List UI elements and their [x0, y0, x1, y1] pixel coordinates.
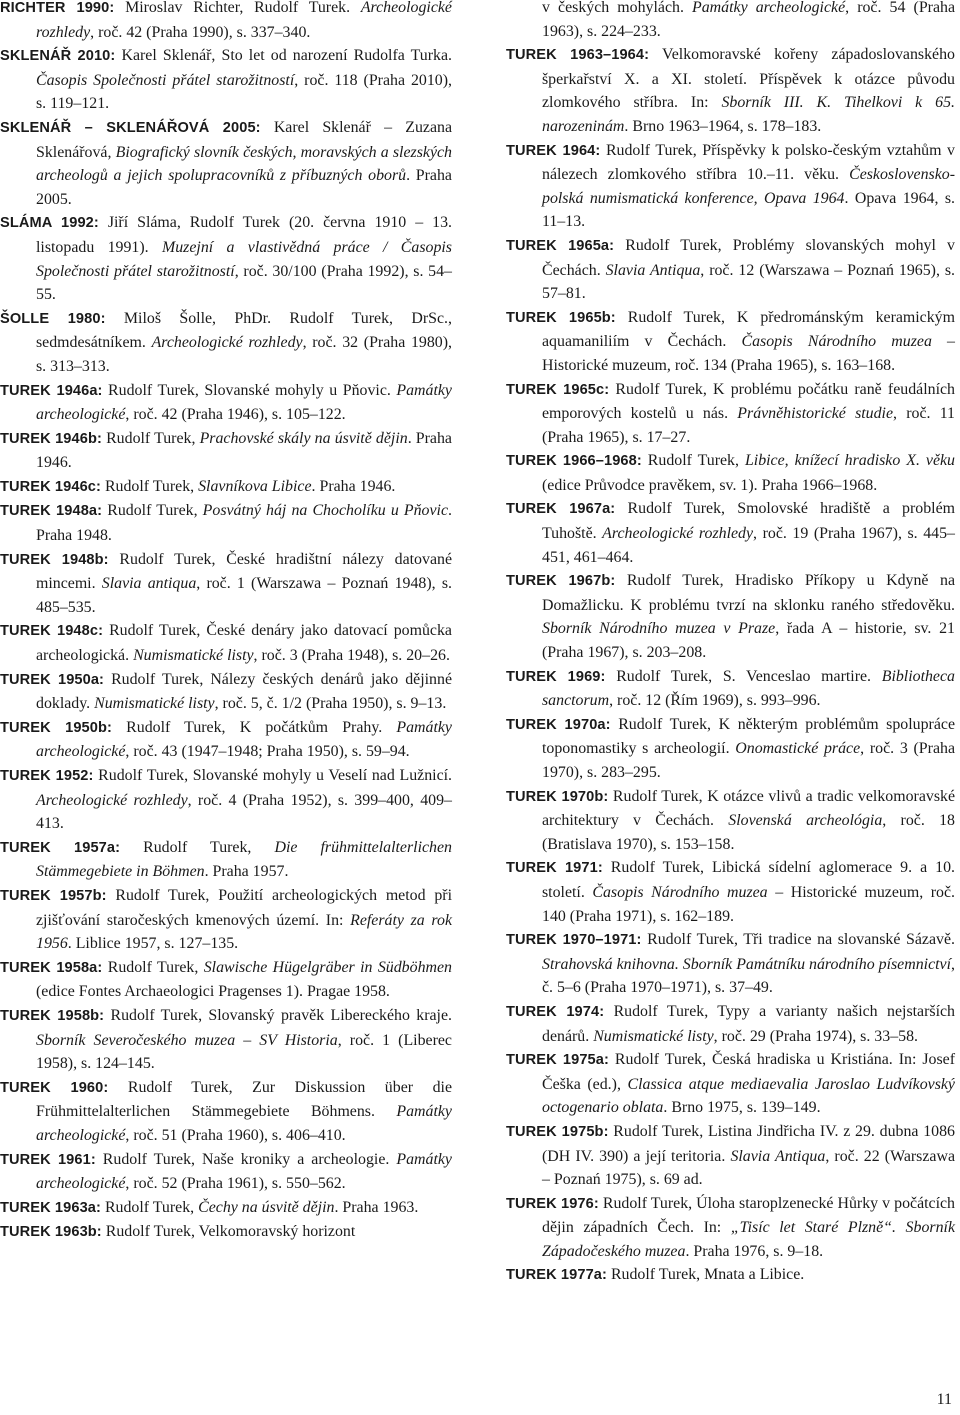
citation-title: Bibliotheca sanctorum [542, 667, 955, 710]
citation-title: Onomastické práce [735, 740, 861, 758]
citation-text: Karel Sklenář, Sto let od narození Rudolfa Turka. [115, 47, 452, 65]
citation-text: Rudolf Turek, K některým problémům spolupráce toponomastiky s archeologií. [542, 715, 955, 758]
citation-title: Slawische Hügelgräber in Südböhmen [203, 958, 452, 976]
citation-key: TUREK 1957a: [0, 839, 121, 856]
citation-key: TUREK 1975a: [506, 1052, 609, 1069]
bibliography-entry [0, 1148, 452, 1196]
bibliography-entry [0, 956, 452, 1004]
citation-key: SLÁMA 1992: [0, 215, 99, 232]
citation-text: Rudolf Turek, Typy a varianty našich nejstarších denárů. [542, 1002, 955, 1045]
citation-key: TUREK 1946b: [0, 430, 102, 447]
citation-text: v českých mohylách. [542, 0, 693, 16]
citation-text: Rudolf Turek, K počátkům Prahy. [111, 718, 397, 736]
citation-title: „Tisíc let Staré Plzně“. Sborník Západočeského muzea [542, 1219, 955, 1260]
citation-title: Numismatické listy [133, 647, 254, 665]
citation-title: Biografický slovník českých, moravských a slezských archeologů a jejich spolupracovníků z příbuzných oborů [36, 143, 452, 185]
citation-text: Rudolf Turek, Velkomoravský horizont [101, 1223, 356, 1241]
citation-title: Numismatické listy [94, 695, 215, 713]
bibliography-entry [0, 1004, 452, 1076]
citation-text: Rudolf Turek, Libická sídelní aglomerace 9. a 10. století. [542, 859, 955, 901]
citation-text: Rudolf Turek, K předrománským keramickým aquamaniliím v Čechách. [542, 308, 955, 351]
citation-text: , roč. 51 (Praha 1960), s. 406–410. [125, 1126, 346, 1144]
bibliography-entry [0, 1196, 452, 1221]
citation-text: Rudolf Turek, [102, 958, 204, 976]
citation-title: Die frühmittelalterlichen Stämmegebiete in Böhmen [36, 838, 452, 881]
citation-title: Libice, knížecí hradisko X. věku [744, 452, 955, 470]
citation-text: Miroslav Richter, Rudolf Turek. [114, 0, 361, 16]
citation-text: Rudolf Turek, Úloha staroplzenecké Hůrky v počátcích dějin západních Čech. In: [542, 1194, 956, 1237]
citation-text: Rudolf Turek, Nálezy českých denárů jako dějinné doklady. [36, 670, 452, 713]
bibliography-entry [0, 764, 452, 836]
bibliography-entry [0, 44, 452, 116]
bibliography-entry [506, 1120, 955, 1192]
bibliography-entry [506, 785, 955, 857]
citation-key: TUREK 1957b: [0, 887, 107, 904]
citation-text: . Praha 1946. [36, 429, 452, 472]
bibliography-entry [506, 713, 955, 785]
citation-text: . Praha 1946. [311, 477, 396, 495]
citation-text: Rudolf Turek, Slovanský pravěk Libereckého kraje. [104, 1006, 452, 1024]
citation-text: . Brno 1975, s. 139–149. [663, 1099, 821, 1117]
citation-key: TUREK 1970b: [506, 788, 609, 805]
bibliography-entry [506, 1000, 955, 1048]
citation-key: RICHTER 1990: [0, 0, 115, 16]
bibliography-entry [0, 884, 452, 956]
citation-key: TUREK 1948a: [0, 503, 103, 520]
citation-text: , roč. 18 (Bratislava 1970), s. 153–158. [542, 812, 955, 853]
citation-text: , roč. 54 (Praha 1963), s. 224–233. [542, 0, 955, 40]
citation-text: Velkomoravské kořeny západoslovanského šperkařství X. a XI. století. Příspěvek k otázce původu zlomkového stříbra. In: [542, 46, 955, 112]
citation-text: Karel Sklenář – Zuzana Sklenářová, [36, 118, 452, 161]
citation-key: TUREK 1970–1971: [506, 932, 642, 949]
bibliography-entry [506, 665, 955, 713]
citation-key: TUREK 1965b: [506, 309, 616, 326]
citation-title: Slavia antiqua [101, 575, 197, 593]
citation-text: – Historické muzeum, roč. 134 (Praha 1965), s. 163–168. [542, 333, 955, 374]
citation-text: Rudolf Turek, K problému počátku raně feudálních emporových kostelů u nás. [542, 380, 955, 423]
citation-text: Rudolf Turek, Mnata a Libice. [606, 1266, 805, 1284]
citation-text: . Praha 1957. [204, 863, 289, 881]
citation-text: – Historické muzeum, roč. 140 (Praha 1971), s. 162–189. [542, 883, 956, 925]
citation-text: Rudolf Turek, České hradištní nálezy datované mincemi. [36, 550, 452, 593]
citation-key: TUREK 1971: [506, 860, 603, 877]
citation-text: , roč. 12 (Warszawa – Poznań 1965), s. 57–81. [542, 261, 955, 303]
bibliography-entry [506, 43, 955, 138]
citation-title: Časopis Společnosti přátel starožitností [36, 71, 295, 89]
citation-text: Rudolf Turek, [641, 452, 745, 470]
citation-title: Památky archeologické [36, 1150, 452, 1193]
citation-text: . Praha 2005. [36, 167, 452, 208]
citation-key: TUREK 1958a: [0, 959, 103, 976]
citation-key: TUREK 1967b: [506, 573, 616, 590]
citation-text: (edice Fontes Archaeologici Pragenses 1). Pragae 1958. [36, 983, 390, 1001]
bibliography-entry [506, 1192, 955, 1264]
citation-text: , roč. 5, č. 1/2 (Praha 1950), s. 9–13. [214, 695, 447, 713]
citation-title: Československo-polská numismatická konference, Opava 1964 [542, 166, 955, 207]
bibliography-entry [506, 449, 955, 497]
bibliography-entry [0, 379, 452, 427]
citation-text: , řada A – historie, sv. 21 (Praha 1967), s. 203–208. [542, 620, 955, 662]
bibliography-entry [0, 211, 452, 306]
citation-key: TUREK 1946a: [0, 382, 103, 399]
bibliography-entry [0, 475, 452, 500]
bibliography-entry [0, 1076, 452, 1148]
citation-key: TUREK 1970a: [506, 716, 611, 733]
citation-title: Slovenská archeológia [728, 812, 883, 830]
citation-text: , roč. 1 (Warszawa – Poznań 1948), s. 485–535. [36, 575, 452, 616]
citation-text: , roč. 12 (Řím 1969), s. 993–996. [609, 692, 821, 710]
citation-text: Rudolf Turek, České denáry jako datovací pomůcka archeologická. [36, 622, 452, 665]
bibliography-entry [0, 116, 452, 211]
citation-text: Rudolf Turek, Příspěvky k polsko-českým vztahům v nálezech zlomkového stříbra 10.–11. věku. [542, 141, 955, 184]
citation-text: (edice Průvodce pravěkem, sv. 1). Praha 1966–1968. [542, 476, 878, 494]
citation-key: TUREK 1963–1964: [506, 47, 650, 64]
citation-key: TUREK 1964: [506, 142, 601, 159]
citation-key: SKLENÁŘ – SKLENÁŘOVÁ 2005: [0, 119, 261, 136]
citation-text: , roč. 42 (Praha 1946), s. 105–122. [125, 406, 346, 424]
citation-text: Rudolf Turek, [120, 838, 275, 856]
bibliography-entry [506, 234, 955, 306]
citation-title: Památky archeologické [36, 381, 452, 424]
citation-text: . Brno 1963–1964, s. 178–183. [624, 117, 822, 135]
citation-title: Referáty za rok 1956 [36, 911, 452, 953]
citation-key: TUREK 1977a: [506, 1267, 607, 1284]
citation-title: Právněhistorické studie [737, 405, 894, 423]
citation-text: Jiří Sláma, Rudolf Turek (20. června 1910 – 13. listopadu 1991). [36, 214, 453, 256]
citation-key: TUREK 1969: [506, 668, 606, 685]
citation-text: Rudolf Turek, Problémy slovanských mohyl v Čechách. [542, 236, 955, 279]
bibliography-entry [506, 856, 955, 928]
citation-title: Památky archeologické [692, 0, 846, 16]
bibliography-entry [506, 569, 955, 664]
citation-title: Archeologické rozhledy [36, 0, 452, 41]
citation-key: TUREK 1963b: [0, 1224, 102, 1241]
citation-text: Rudolf Turek, K otázce vlivů a tradic velkomoravské architektury v Čechách. [542, 787, 955, 830]
citation-title: Sborník Severočeského muzea – SV Historia [36, 1031, 338, 1049]
citation-key: TUREK 1961: [0, 1151, 96, 1168]
bibliography-entry [506, 306, 955, 378]
citation-title: Slavníkova Libice [198, 477, 312, 495]
bibliography-entry [0, 1220, 452, 1245]
citation-title: Muzejní a vlastivědná práce / Časopis Společnosti přátel starožitností [36, 238, 452, 280]
citation-text: , č. 5–6 (Praha 1970–1971), s. 37–49. [542, 955, 955, 997]
bibliography-entry [0, 499, 452, 547]
citation-key: TUREK 1965a: [506, 237, 615, 254]
citation-key: TUREK 1958b: [0, 1007, 105, 1024]
page-number: 11 [936, 1391, 952, 1408]
citation-title: Archeologické rozhledy [602, 525, 754, 543]
citation-key: ŠOLLE 1980: [0, 310, 106, 327]
citation-key: TUREK 1946c: [0, 478, 101, 495]
citation-key: TUREK 1963a: [0, 1199, 101, 1216]
citation-title: Slavia Antiqua [605, 261, 701, 279]
bibliography-entry [506, 139, 955, 234]
bibliography-entry [0, 307, 452, 379]
citation-text: Rudolf Turek, Česká hradiska u Kristiána. In: Josef Češka (ed.), [542, 1051, 955, 1093]
bibliography-entry [506, 497, 955, 569]
bibliography-entry [0, 0, 452, 44]
citation-text: , roč. 118 (Praha 2010), s. 119–121. [36, 71, 452, 113]
citation-title: Památky archeologické [36, 1103, 452, 1144]
citation-key: TUREK 1952: [0, 768, 94, 784]
citation-text: . Opava 1964, s. 11–13. [542, 189, 955, 231]
citation-text: , roč. 29 (Praha 1974), s. 33–58. [713, 1027, 919, 1045]
citation-text: . Liblice 1957, s. 127–135. [67, 935, 239, 953]
citation-text: Rudolf Turek, Listina Jindřicha IV. z 29. dubna 1086 (DH IV. 390) a její teritoria. [542, 1122, 955, 1165]
citation-text: , roč. 1 (Liberec 1958), s. 124–145. [36, 1031, 452, 1073]
citation-title: Slavia Antiqua [730, 1147, 826, 1165]
bibliography-entry [0, 668, 452, 716]
citation-key: TUREK 1975b: [506, 1123, 609, 1140]
citation-text: Rudolf Turek, Smolovské hradiště a problém Tuhoště. [542, 500, 955, 543]
bibliography-right-column [506, 0, 955, 1288]
bibliography-entry [506, 378, 955, 450]
citation-text: , roč. 30/100 (Praha 1992), s. 54–55. [36, 262, 452, 304]
citation-text: . Praha 1948. [36, 502, 452, 545]
citation-key: TUREK 1948c: [0, 623, 104, 640]
citation-text: Rudolf Turek, [100, 1198, 199, 1216]
citation-text: , roč. 52 (Praha 1961), s. 550–562. [125, 1175, 346, 1193]
citation-text: , roč. 3 (Praha 1970), s. 283–295. [542, 740, 955, 781]
citation-key: TUREK 1948b: [0, 551, 109, 568]
citation-text: Rudolf Turek, [102, 502, 203, 520]
citation-text: , roč. 42 (Praha 1990), s. 337–340. [90, 23, 311, 41]
citation-text: Rudolf Turek, Použití archeologických metod při zjišťování staročeských kmenových území. In: [36, 886, 452, 929]
citation-text: , roč. 19 (Praha 1967), s. 445–451, 461–464. [542, 525, 955, 566]
bibliography-entry [506, 1263, 955, 1288]
citation-text: , roč. 43 (1947–1948; Praha 1950), s. 59–94. [125, 743, 410, 761]
citation-title: Prachovské skály na úsvitě dějin [199, 429, 408, 447]
bibliography-entry [0, 619, 452, 667]
citation-title: Sborník Národního muzea v Praze [542, 620, 776, 638]
citation-key: TUREK 1974: [506, 1003, 605, 1020]
bibliography-entry [506, 0, 955, 43]
citation-text: , roč. 4 (Praha 1952), s. 399–400, 409–413. [36, 791, 452, 833]
citation-text: , roč. 22 (Warszawa – Poznań 1975), s. 69 ad. [542, 1147, 955, 1189]
citation-title: Classica atque mediaevalia Jaroslao Ludvíkovský octogenario oblata [542, 1075, 955, 1117]
citation-title: Posvátný háj na Chocholíku u Pňovic [202, 502, 449, 520]
citation-key: TUREK 1950a: [0, 671, 105, 688]
citation-text: Rudolf Turek, Slovanské mohyly u Pňovic. [102, 381, 397, 399]
bibliography-entry [0, 548, 452, 620]
citation-key: TUREK 1967a: [506, 501, 616, 518]
citation-title: Sborník III. K. Tihelkovi k 65. narozeninám [542, 94, 955, 135]
citation-title: Časopis Národního muzea [741, 333, 932, 351]
citation-key: TUREK 1950b: [0, 719, 112, 736]
citation-title: Strahovská knihovna. Sborník Památníku národního písemnictví [542, 955, 952, 973]
citation-title: Památky archeologické [36, 718, 452, 761]
citation-title: Čechy na úsvitě dějin [198, 1198, 335, 1216]
citation-title: Archeologické rozhledy [36, 791, 188, 809]
citation-title: Numismatické listy [593, 1027, 714, 1045]
citation-title: Archeologické rozhledy [151, 334, 303, 352]
citation-text: , roč. 32 (Praha 1980), s. 313–313. [36, 334, 452, 375]
citation-text: Rudolf Turek, [100, 477, 199, 495]
citation-text: . Praha 1963. [334, 1198, 419, 1216]
citation-text: Rudolf Turek, Tři tradice na slovanské Sázavě. [641, 931, 956, 949]
citation-key: TUREK 1966–1968: [506, 453, 642, 470]
citation-key: TUREK 1960: [0, 1079, 109, 1096]
bibliography-entry [0, 427, 452, 475]
citation-key: TUREK 1965c: [506, 381, 610, 398]
bibliography-left-column [0, 0, 452, 1245]
bibliography-entry [0, 836, 452, 884]
bibliography-entry [0, 716, 452, 764]
citation-text: Rudolf Turek, [101, 429, 200, 447]
bibliography-entry [506, 1048, 955, 1120]
bibliography-entry [506, 928, 955, 1000]
citation-key: TUREK 1976: [506, 1195, 599, 1212]
citation-text: Rudolf Turek, Zur Diskussion über die Frühmittelalterlichen Stämmegebiete Böhmens. [36, 1078, 452, 1121]
citation-text: Miloš Šolle, PhDr. Rudolf Turek, DrSc., sedmdesátníkem. [36, 309, 452, 352]
citation-text: Rudolf Turek, Hradisko Příkopy u Kdyně na Domažlicku. K problému tvrzí na sklonku raného středověku. [542, 572, 955, 614]
citation-text: Rudolf Turek, Slovanské mohyly u Veselí nad Lužnicí. [93, 767, 453, 784]
citation-text: Rudolf Turek, S. Venceslao martire. [605, 667, 882, 685]
citation-key: SKLENÁŘ 2010: [0, 48, 116, 65]
citation-text: . Praha 1976, s. 9–18. [685, 1242, 824, 1260]
citation-text: Rudolf Turek, Naše kroniky a archeologie. [95, 1150, 397, 1168]
citation-text: , roč. 3 (Praha 1948), s. 20–26. [253, 647, 450, 665]
citation-text: , roč. 11 (Praha 1965), s. 17–27. [542, 405, 955, 446]
citation-title: Časopis Národního muzea [592, 883, 768, 901]
